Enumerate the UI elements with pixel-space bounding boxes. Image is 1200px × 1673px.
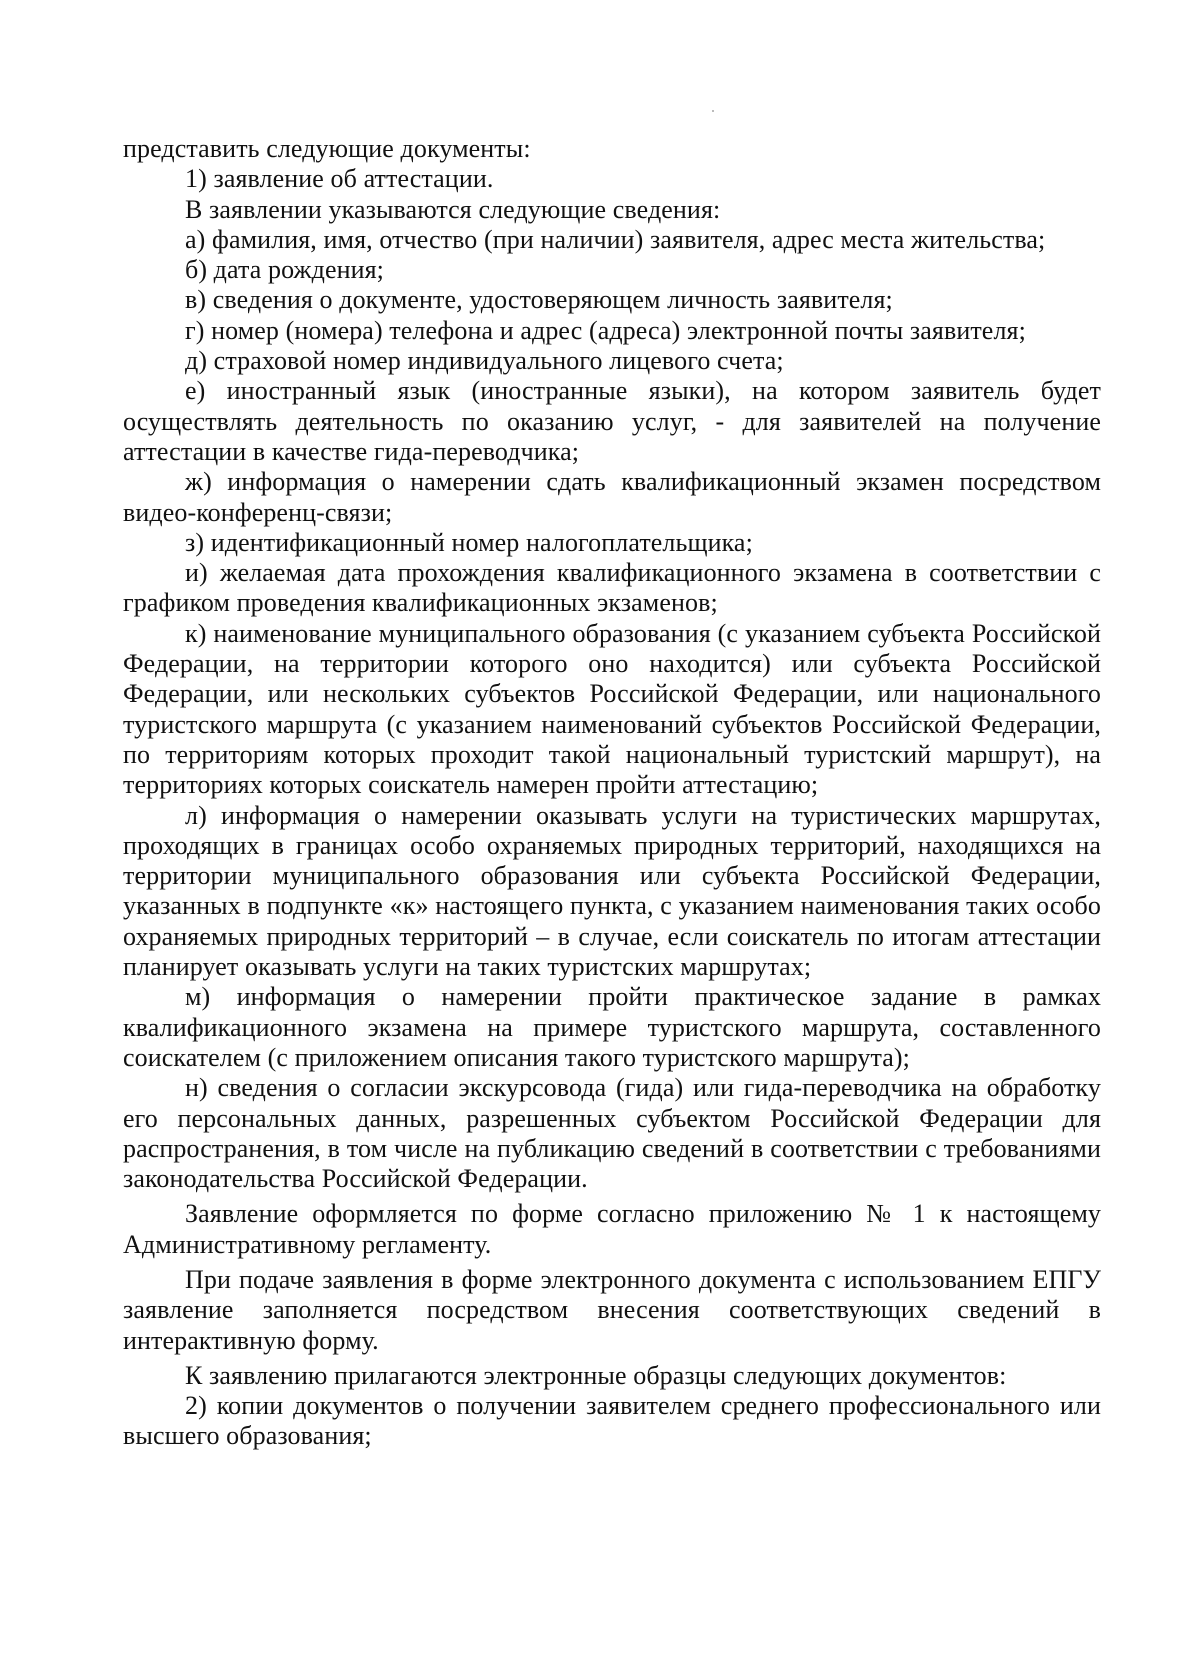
paragraph-subitem-m: м) информация о намерении пройти практическое задание в рамках квалификационного экзамена на примере туристского маршрута, составленного соискателем (с приложением описания такого туристского маршрута); xyxy=(123,982,1101,1072)
paragraph-item-1: 1) заявление об аттестации. xyxy=(185,164,494,194)
paragraph-subitem-d: д) страховой номер индивидуального лицевого счета; xyxy=(185,346,784,376)
paragraph-subitem-i: и) желаемая дата прохождения квалификационного экзамена в соответствии с графиком проведения квалификационных экзаменов; xyxy=(123,558,1101,618)
paragraph-subitem-z: з) идентификационный номер налогоплательщика; xyxy=(185,527,753,557)
paragraph-epgu-note: При подаче заявления в форме электронного документа с использованием ЕПГУ заявление заполняется посредством внесения соответствующих сведений в интерактивную форму. xyxy=(123,1264,1101,1355)
paragraph-subitem-l: л) информация о намерении оказывать услуги на туристических маршрутах, проходящих в границах особо охраняемых природных территорий, находящихся на территории муниципального образования или субъекта Российской Федерации, указанных в подпункте «к» настоящего пункта, с указанием наименования таких особо охраняемых природных территорий – в случае, если соискатель по итогам аттестации планирует оказывать услуги на таких туристских маршрутах; xyxy=(123,800,1101,982)
paragraph-subitem-k: к) наименование муниципального образования (с указанием субъекта Российской Федерации, на территории которого оно находится) или субъекта Российской Федерации, или нескольких субъектов Российской Федерации, или национального туристского маршрута (с указанием наименований субъектов Российской Федерации, по территориям которых проходит такой национальный туристский маршрут), на территориях которых соискатель намерен пройти аттестацию; xyxy=(123,618,1101,800)
paragraph-subitem-zh: ж) информация о намерении сдать квалификационный экзамен посредством видео-конференц-связи; xyxy=(123,467,1101,527)
paragraph-form-note: Заявление оформляется по форме согласно приложению № 1 к настоящему Административному регламенту. xyxy=(123,1199,1101,1259)
paragraph-subitem-n: н) сведения о согласии экскурсовода (гида) или гида-переводчика на обработку его персональных данных, разрешенных субъектом Российской Федерации для распространения, в том числе на публикацию сведений в соответствии с требованиями законодательства Российской Федерации. xyxy=(123,1073,1101,1194)
paragraph-attachments-heading: К заявлению прилагаются электронные образцы следующих документов: xyxy=(185,1360,1007,1390)
paragraph-subitem-e: е) иностранный язык (иностранные языки), на котором заявитель будет осуществлять деятельность по оказанию услуг, - для заявителей на получение аттестации в качестве гида-переводчика; xyxy=(123,376,1101,466)
scan-speck xyxy=(712,110,714,112)
paragraph-subitem-g: г) номер (номера) телефона и адрес (адреса) электронной почты заявителя; xyxy=(185,315,1026,345)
document-body xyxy=(123,134,1101,1452)
paragraph-subitem-v: в) сведения о документе, удостоверяющем личность заявителя; xyxy=(185,285,893,315)
paragraph-intro: представить следующие документы: xyxy=(123,134,531,163)
paragraph-subitem-b: б) дата рождения; xyxy=(185,255,384,285)
paragraph-item-2: 2) копии документов о получении заявителем среднего профессионального или высшего образования; xyxy=(123,1391,1101,1451)
paragraph-info-heading: В заявлении указываются следующие сведения: xyxy=(185,194,721,224)
paragraph-subitem-a: а) фамилия, имя, отчество (при наличии) заявителя, адрес места жительства; xyxy=(185,224,1046,254)
